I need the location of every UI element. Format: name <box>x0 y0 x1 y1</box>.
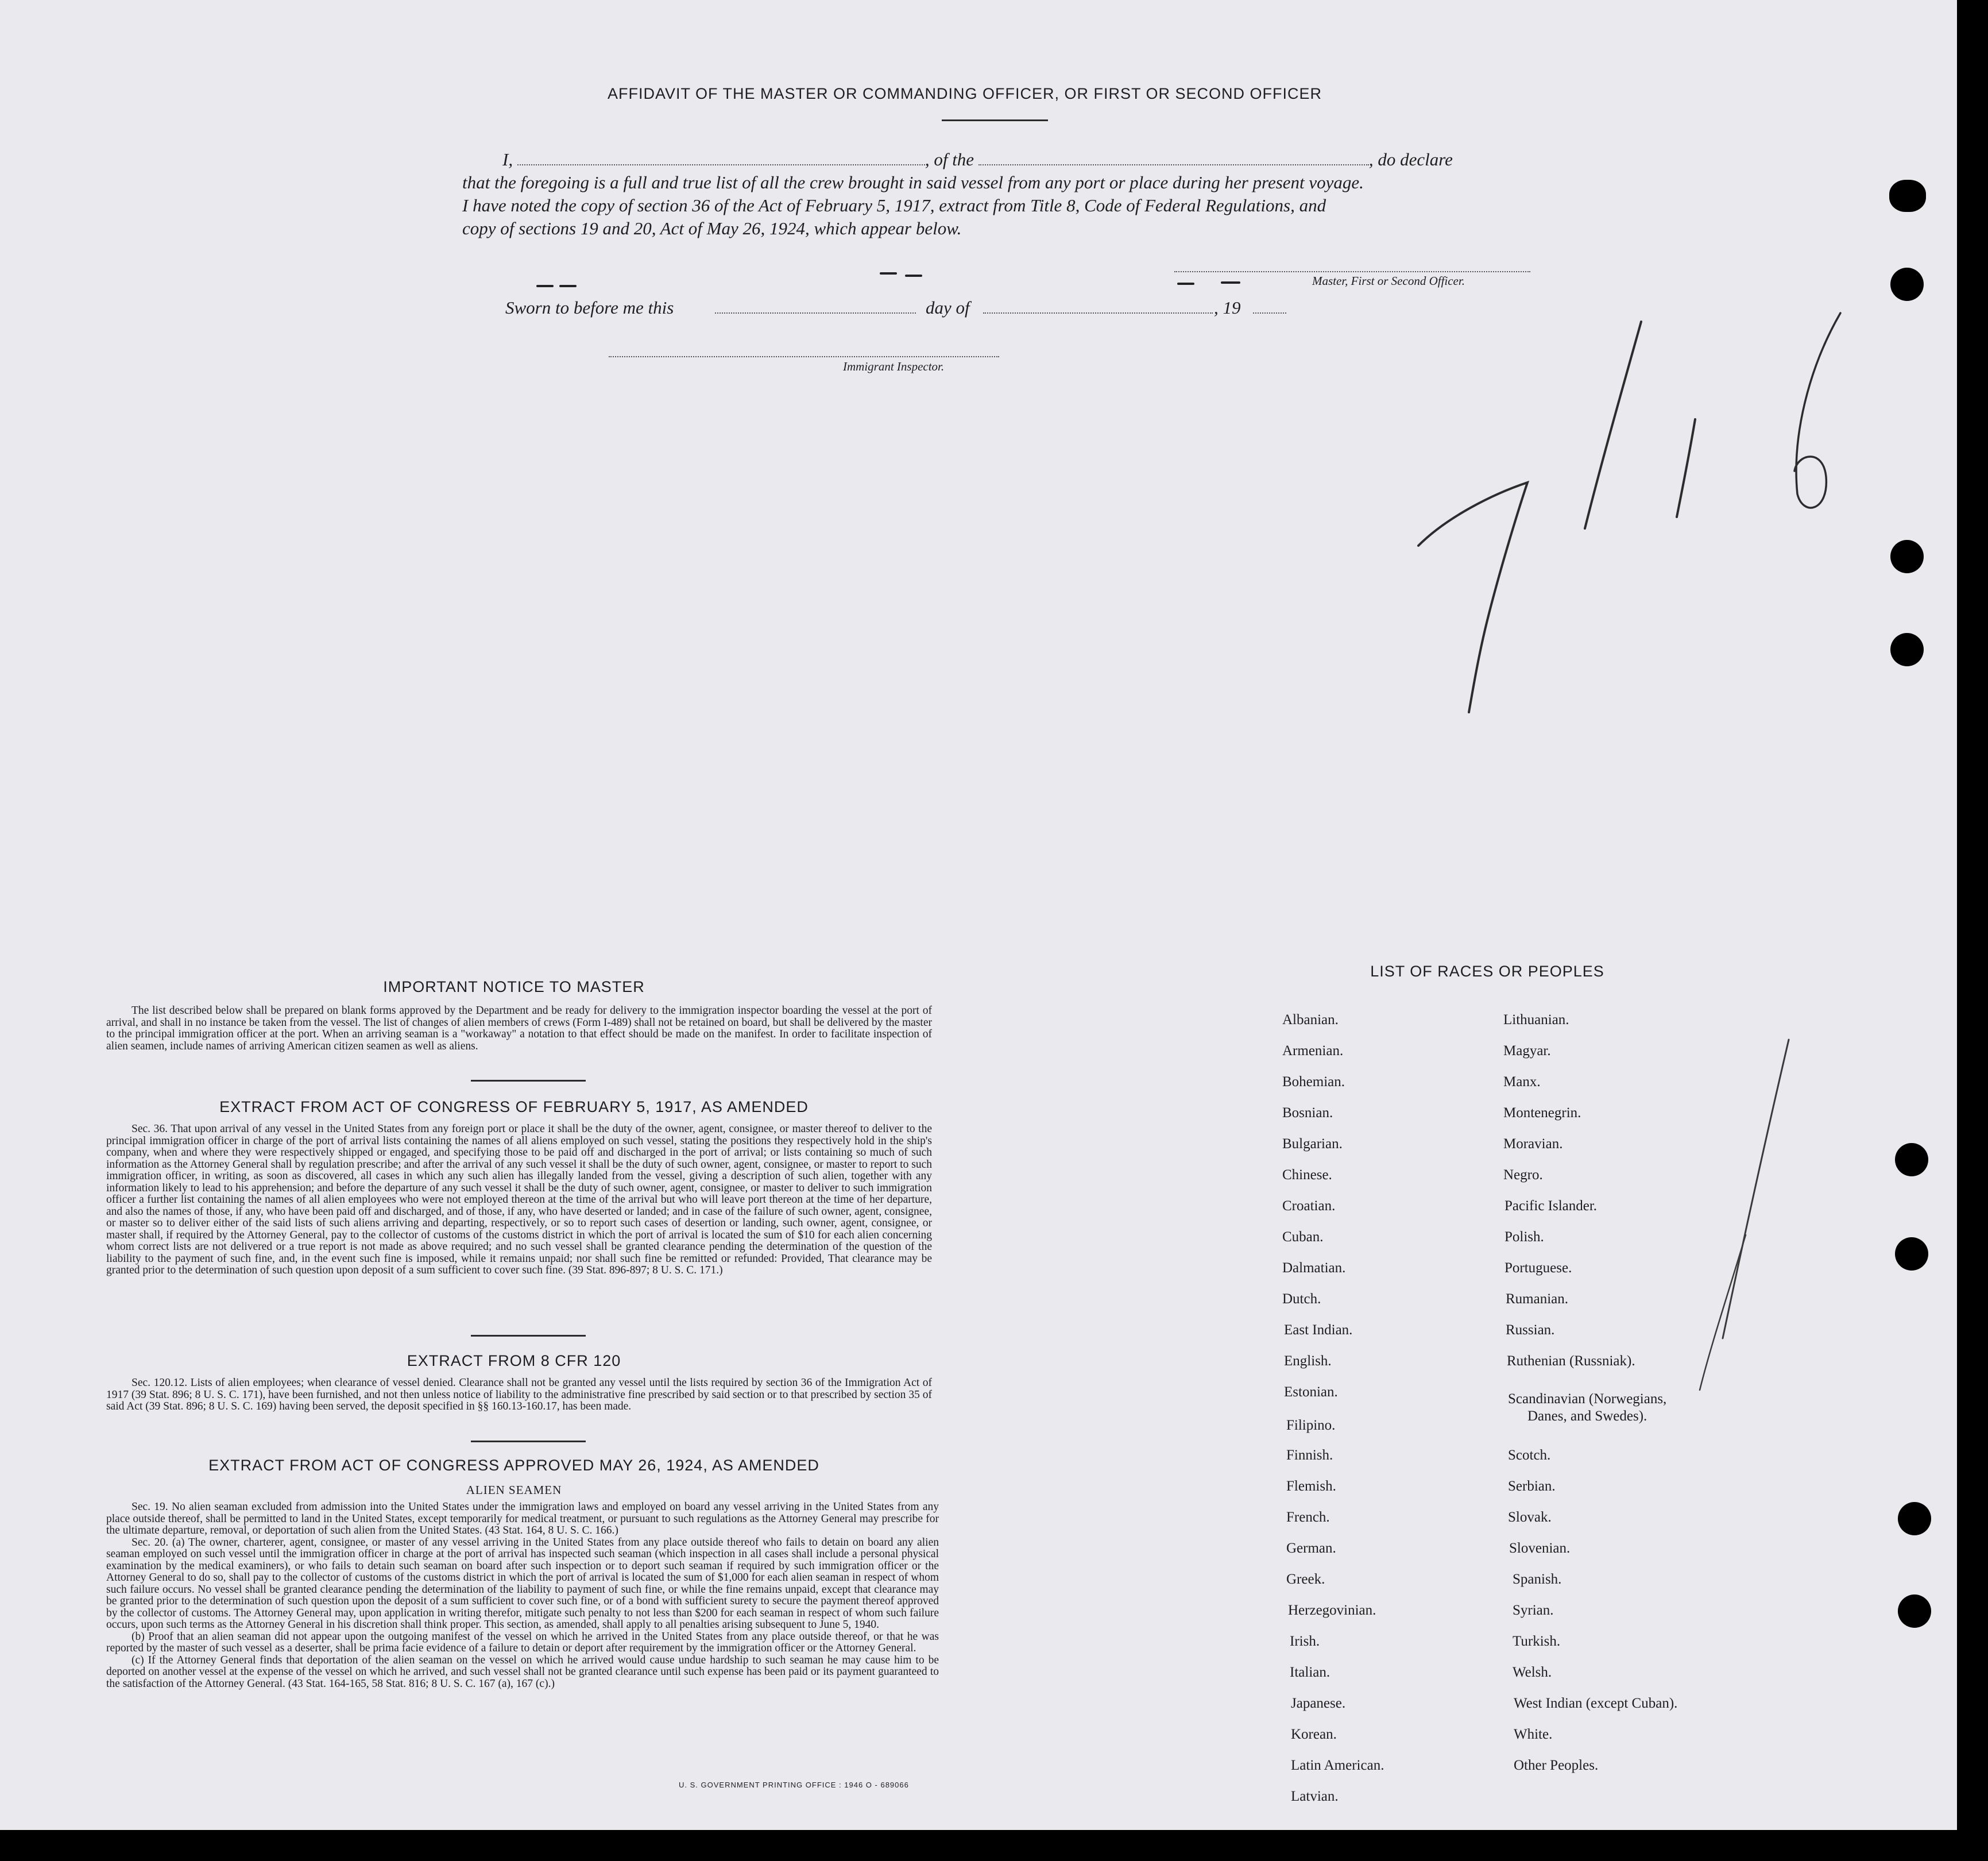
race-item: Albanian. <box>1282 1012 1339 1028</box>
affidavit-title: AFFIDAVIT OF THE MASTER OR COMMANDING OFFICER, OR FIRST OR SECOND OFFICER <box>607 85 1322 102</box>
race-item: English. <box>1284 1353 1332 1369</box>
race-item: Japanese. <box>1291 1696 1346 1711</box>
scan-border-right <box>1957 0 1988 1861</box>
race-item: Manx. <box>1503 1074 1541 1090</box>
year-prefix: , 19 <box>1214 298 1241 318</box>
race-item: Italian. <box>1290 1665 1331 1680</box>
declaration-line-2: that the foregoing is a full and true list of all the crew brought in said vessel from any port or place during her present voyage. <box>462 172 1364 192</box>
day-of-text: day of <box>926 298 970 318</box>
race-item: West Indian (except Cuban). <box>1514 1696 1678 1711</box>
race-item: Cuban. <box>1282 1229 1324 1245</box>
extract-1924-sec20b: (b) Proof that an alien seaman did not appear upon the outgoing manifest of the vessel on which he arrived in the United States from any place outside thereof, or that he was reported by the master of such vessel as a deserter, shall be prima facie evidence of a failure to detain or deport after requirement by the immigration officer or the Attorney General. <box>106 1630 939 1654</box>
race-item: French. <box>1286 1509 1330 1525</box>
race-item: Rumanian. <box>1506 1291 1569 1307</box>
section-rule <box>471 1335 586 1337</box>
race-item: Estonian. <box>1284 1384 1338 1400</box>
master-signature-label: Master, First or Second Officer. <box>1312 274 1465 288</box>
race-item: Slovak. <box>1508 1509 1552 1525</box>
race-item: Portuguese. <box>1504 1260 1572 1276</box>
race-item: Syrian. <box>1513 1603 1554 1618</box>
extract-8cfr-text <box>106 1377 932 1413</box>
race-item: Ruthenian (Russniak). <box>1507 1353 1635 1369</box>
notice-title: IMPORTANT NOTICE TO MASTER <box>383 978 645 995</box>
extract-1924-title: EXTRACT FROM ACT OF CONGRESS APPROVED MAY 26, 1924, AS AMENDED <box>208 1457 819 1474</box>
race-item: Bulgarian. <box>1282 1136 1343 1152</box>
declaration-do-declare: , do declare <box>1368 149 1453 169</box>
race-item: Negro. <box>1503 1167 1543 1183</box>
race-item: Polish. <box>1504 1229 1544 1245</box>
extract-1917-text <box>106 1123 932 1277</box>
race-item: German. <box>1286 1540 1336 1556</box>
extract-8cfr-title: EXTRACT FROM 8 CFR 120 <box>407 1352 621 1369</box>
race-item: Korean. <box>1291 1727 1337 1742</box>
punch-hole <box>1898 1502 1931 1535</box>
races-title: LIST OF RACES OR PEOPLES <box>1370 963 1604 980</box>
section-rule <box>471 1080 586 1082</box>
race-item: Armenian. <box>1282 1043 1344 1059</box>
extract-1917-paragraph: Sec. 36. That upon arrival of any vessel in the United States from any foreign port or place it shall be the duty of the owner, agent, consignee, or master thereof to deliver to the principal immigration officer in charge of the port of arrival lists containing the names of all aliens employed on such vessel, stating the positions they respectively hold in the ship's company, when and where they were respectively shipped or engaged, and specifying those to be paid off and discharged in the port of arrival; or lists containing so much of such information as the Attorney General shall by regulation prescribe; and after the arrival of any such vessel it shall be the duty of such owner, agent, consignee, or master to report to such immigration officer, in writing, as soon as discovered, all cases in which any such alien has illegally landed from the vessel, giving a description of such alien, together with any information likely to lead to his apprehension; and before the departure of any such vessel it shall be the duty of such owner, agent, consignee, or master to deliver to such immigration officer a further list containing the names of all alien employees who were not employed thereon at the time of the arrival but who will leave port thereon at the time of her departure, and also the names of those, if any, who have been paid off and discharged, and of those, if any, who have deserted or landed; and in case of the failure of such owner, agent, consignee, or master so to deliver either of the said lists of such aliens arriving and departing, respectively, or so to report such cases of desertion or landing, such owner, agent, consignee, or master shall, if required by the Attorney General, pay to the collector of customs of the customs district in which the port of arrival is located the sum of $10 for each alien concerning whom correct lists are not delivered or a true report is not made as above required; and no such vessel shall be granted clearance pending the determination of the question of the liability to the payment of such fine, and, in the event such fine is imposed, while it remains unpaid; nor shall such fine be remitted or refunded: Provided, That clearance may be granted prior to the determination of such question upon deposit of a sum sufficient to cover such fine. (39 Stat. 896-897; 8 U. S. C. 171.) <box>106 1123 932 1276</box>
extract-1924-sec19: Sec. 19. No alien seaman excluded from admission into the United States under the immigration laws and employed on board any vessel arriving in the United States from any place outside thereof, shall be permitted to land in the United States, except temporarily for medical treatment, or pursuant to such regulations as the Attorney General may prescribe for the ultimate departure, removal, or deportation of such alien from the United States. (43 Stat. 164, 8 U. S. C. 166.) <box>106 1501 939 1536</box>
inspector-signature-label: Immigrant Inspector. <box>843 360 945 373</box>
printer-imprint: U. S. GOVERNMENT PRINTING OFFICE : 1946 O - 689066 <box>679 1781 909 1789</box>
extract-1917-title: EXTRACT FROM ACT OF CONGRESS OF FEBRUARY 5, 1917, AS AMENDED <box>219 1098 809 1115</box>
extract-1924-sec20a: Sec. 20. (a) The owner, charterer, agent, consignee, or master of any vessel arriving in the United States from any place outside thereof who fails to detain on board any alien seaman employed on such vessel until the immigration officer in charge at the port of arrival has inspected such seaman (which inspection in all cases shall include a personal physical examination by the medical examiners), or who fails to detain such seaman on board after such inspection or to deport such seaman if required by such immigration officer or the Attorney General to do so, shall pay to the collector of customs of the customs district in which the port of arrival is located the sum of $1,000 for each alien seaman in respect of whom such failure occurs. No vessel shall be granted clearance pending the determination of the liability to payment of such fine, or while the fine remains unpaid, except that clearance may be granted prior to the determination of such question upon the deposit of a sum sufficient to cover such fine, or of a bond with sufficient surety to secure the payment thereof approved by the collector of customs. The Attorney General may, upon application in writing therefor, mitigate such penalty to not less than $200 for each seaman in respect of whom such failure occurs, upon such terms as the Attorney General in his discretion shall think proper. This section, as amended, shall apply to all penalties arising subsequent to June 5, 1940. <box>106 1536 939 1631</box>
race-item: Welsh. <box>1513 1665 1552 1680</box>
race-item: White. <box>1514 1727 1553 1742</box>
race-item: Russian. <box>1506 1322 1555 1338</box>
race-item: Irish. <box>1290 1634 1320 1649</box>
race-item: Latvian. <box>1291 1789 1339 1804</box>
extract-1924-text <box>106 1501 939 1690</box>
punch-hole <box>1895 1237 1928 1271</box>
extract-1924-subtitle: ALIEN SEAMEN <box>466 1483 562 1497</box>
race-item: Serbian. <box>1508 1478 1556 1494</box>
race-item: Other Peoples. <box>1514 1758 1599 1773</box>
race-item: Spanish. <box>1513 1572 1562 1587</box>
punch-hole <box>1889 180 1926 212</box>
race-item: Montenegrin. <box>1503 1105 1581 1121</box>
race-item: Moravian. <box>1503 1136 1563 1152</box>
race-item: Bosnian. <box>1282 1105 1333 1121</box>
race-item: Filipino. <box>1286 1418 1336 1433</box>
extract-1924-sec20c: (c) If the Attorney General finds that deportation of the alien seaman on the vessel on which he arrived would cause undue hardship to such seaman he may cause him to be deported on another vessel at the expense of the vessel on which he arrived, and such vessel shall not be granted clearance until such expense has been paid or its payment guaranteed to the satisfaction of the Attorney General. (43 Stat. 164-165, 58 Stat. 816; 8 U. S. C. 167 (a), 167 (c).) <box>106 1654 939 1690</box>
punch-hole <box>1895 1143 1928 1176</box>
race-item: Lithuanian. <box>1503 1012 1569 1028</box>
extract-8cfr-paragraph: Sec. 120.12. Lists of alien employees; when clearance of vessel denied. Clearance shall not be granted any vessel until the lists required by section 36 of the Immigration Act of 1917 (39 Stat. 896; 8 U. S. C. 171), have been furnished, and not then unless notice of liability to the administrative fine prescribed by said section or to that prescribed by section 35 of said Act (39 Stat. 896; 8 U. S. C. 169) having been served, the deposit specified in §§ 160.13-160.17, has been made. <box>106 1377 932 1412</box>
race-item: East Indian. <box>1284 1322 1353 1338</box>
race-item: Latin American. <box>1291 1758 1384 1773</box>
punch-hole <box>1890 633 1924 666</box>
race-item: Bohemian. <box>1282 1074 1345 1090</box>
punch-hole <box>1898 1594 1931 1628</box>
race-item: Greek. <box>1286 1572 1325 1587</box>
race-item: Pacific Islander. <box>1504 1198 1598 1214</box>
declaration-of-the: , of the <box>925 149 974 169</box>
race-item: Dutch. <box>1282 1291 1321 1307</box>
sworn-text: Sworn to before me this <box>505 298 674 318</box>
race-item: Herzegovinian. <box>1288 1603 1376 1618</box>
section-rule <box>471 1441 586 1442</box>
race-item: Finnish. <box>1286 1447 1333 1463</box>
notice-paragraph: The list described below shall be prepared on blank forms approved by the Department and be ready for delivery to the immigration inspector boarding the vessel at the port of arrival, and shall in no instance be taken from the vessel. The list of changes of alien members of crews (Form I-489) shall not be retained on board, but shall be delivered by the master to the principal immigration officer at the port. When an arriving seaman is a "workaway" a notation to that effect should be made on the manifest. In order to facilitate inspection of alien seamen, include names of arriving American citizen seamen as well as aliens. <box>106 1005 932 1052</box>
race-item: Turkish. <box>1513 1634 1561 1649</box>
race-item: Croatian. <box>1282 1198 1336 1214</box>
race-item: Chinese. <box>1282 1167 1332 1183</box>
punch-hole <box>1890 540 1924 573</box>
notice-text <box>106 1005 932 1052</box>
punch-hole <box>1890 268 1924 301</box>
race-item: Magyar. <box>1503 1043 1551 1059</box>
race-item: Scotch. <box>1508 1447 1551 1463</box>
declaration-line-4: copy of sections 19 and 20, Act of May 26, 1924, which appear below. <box>462 218 962 238</box>
race-item: Slovenian. <box>1509 1540 1571 1556</box>
scan-border-bottom <box>0 1830 1988 1861</box>
race-item: Danes, and Swedes). <box>1527 1408 1647 1424</box>
race-item: Scandinavian (Norwegians, <box>1508 1391 1667 1407</box>
declaration-i: I, <box>502 149 513 169</box>
declaration-line-3: I have noted the copy of section 36 of the Act of February 5, 1917, extract from Title 8, Code of Federal Regulations, and <box>462 195 1326 215</box>
race-item: Dalmatian. <box>1282 1260 1346 1276</box>
race-item: Flemish. <box>1286 1478 1336 1494</box>
